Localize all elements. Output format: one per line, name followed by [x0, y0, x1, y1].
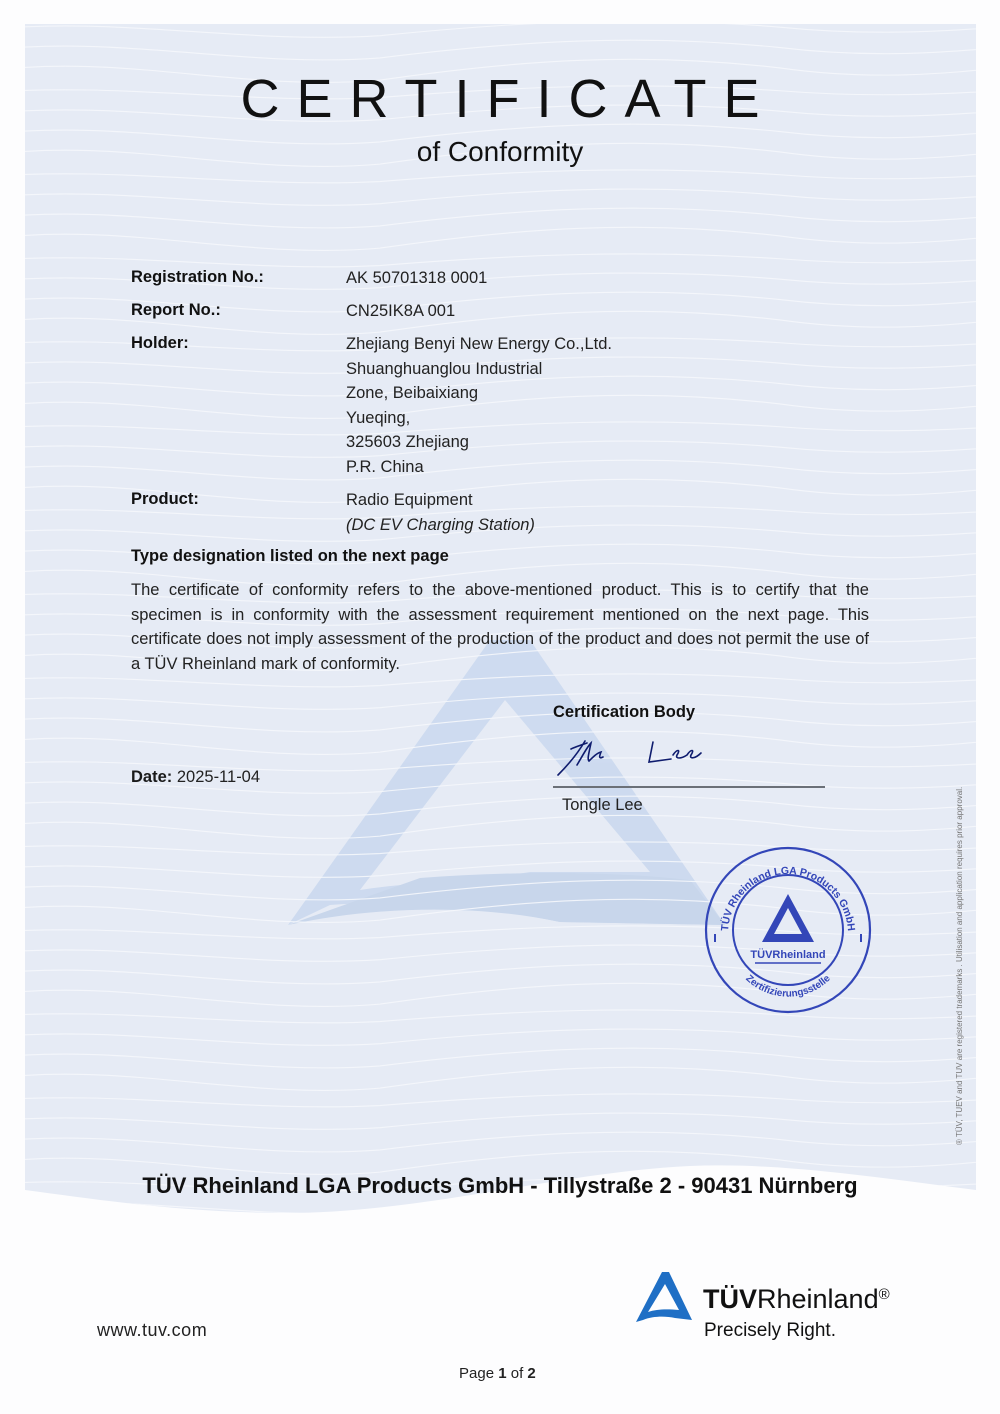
official-stamp-icon [700, 842, 876, 1018]
registered-mark: ® [878, 1286, 890, 1303]
page-number: Page 1 of 2 [459, 1365, 536, 1382]
product-detail: (DC EV Charging Station) [346, 515, 535, 534]
holder-line: Yueqing, [346, 408, 411, 427]
svg-text:Zertifizierungsstelle: Zertifizierungsstelle [743, 973, 833, 1000]
report-label: Report No.: [131, 301, 221, 319]
logo-brand-regular: Rheinland [757, 1284, 879, 1314]
holder-label: Holder: [131, 334, 189, 352]
date-row [131, 768, 260, 787]
logo-brand-bold: TÜV [703, 1284, 757, 1314]
tuv-logo-icon [635, 1270, 695, 1326]
registration-label: Registration No.: [131, 268, 264, 286]
holder-line: Zhejiang Benyi New Energy Co.,Ltd. [346, 335, 612, 353]
tuv-logo-wordmark [703, 1284, 890, 1315]
signature-line [553, 786, 825, 788]
certificate-subtitle: of Conformity [416, 136, 584, 167]
product-value [346, 488, 535, 537]
certificate-title: CERTIFICATE [240, 69, 777, 129]
svg-text:TÜV Rheinland LGA Products Gmb: TÜV Rheinland LGA Products GmbH [719, 864, 857, 932]
trademark-note: ® TÜV, TUEV and TUV are registered trademarks . Utilisation and application requires prior approval. [955, 786, 964, 1145]
signature [553, 735, 713, 785]
date-value: 2025-11-04 [176, 768, 261, 786]
holder-line: Zone, Beibaixiang [346, 384, 479, 402]
logo-tagline: Precisely Right. [704, 1320, 836, 1341]
svg-text:TÜVRheinland: TÜVRheinland [750, 949, 826, 961]
holder-address [346, 332, 612, 479]
conformity-statement: The certificate of conformity refers to the above-mentioned product. This is to certify that the specimen is in conformity with the assessment requirement mentioned on the next page. This certificate does not imply assessment of the production of the product and does not permit the use of a TÜV Rheinland mark of conformity. [131, 581, 869, 673]
product-name: Radio Equipment [346, 491, 473, 509]
product-label: Product: [131, 490, 199, 508]
type-designation-note: Type designation listed on the next page [131, 547, 449, 565]
holder-line: P.R. China [346, 457, 424, 476]
holder-line: 325603 Zhejiang [346, 433, 469, 451]
report-value: CN25IK8A 001 [346, 302, 456, 320]
certification-body-label: Certification Body [553, 703, 696, 721]
website-link[interactable]: www.tuv.com [97, 1320, 208, 1340]
date-label: Date: [131, 768, 173, 786]
signatory-name: Tongle Lee [562, 796, 643, 814]
registration-value: AK 50701318 0001 [346, 269, 488, 287]
company-address: TÜV Rheinland LGA Products GmbH - Tillystraße 2 - 90431 Nürnberg [142, 1173, 858, 1198]
holder-line: Shuanghuanglou Industrial [346, 359, 543, 378]
